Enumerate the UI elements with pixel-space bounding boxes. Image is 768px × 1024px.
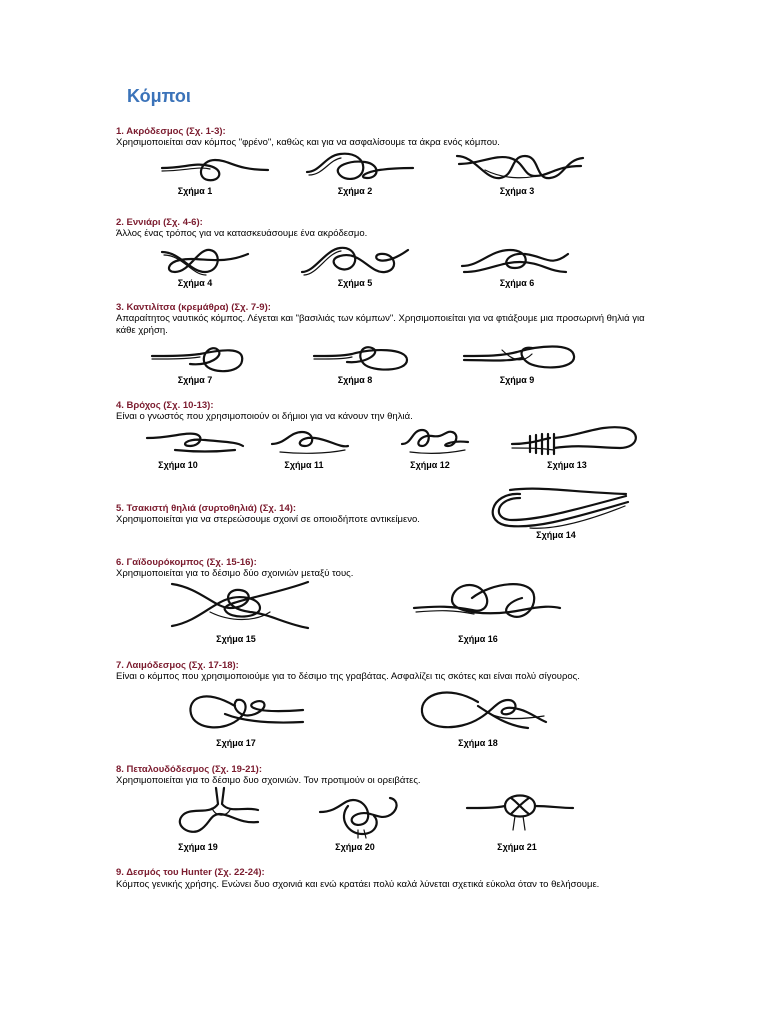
figure-label: Σχήμα 13 (547, 460, 587, 470)
section-7-heading: 7. Λαιμόδεσμος (Σχ. 17-18): (116, 660, 239, 671)
section-3-description: Απαραίτητος ναυτικός κόμπος. Λέγεται και "βασιλιάς των κόμπων". Χρησιμοποιείται για να φτιάξουμε μια προσωρινή θηλιά για κάθε χρήση. (116, 313, 645, 336)
section-5-heading: 5. Τσακιστή θηλιά (συρτοθηλιά) (Σχ. 14): (116, 503, 297, 514)
section-6-description: Χρησιμοποιείται για το δέσιμο δύο σχοινιών μεταξύ τους. (116, 568, 354, 579)
figure-label: Σχήμα 20 (335, 842, 375, 852)
reef-knot-icon (170, 578, 310, 632)
figure-label: Σχήμα 8 (337, 375, 373, 385)
figure-label: Σχήμα 14 (536, 530, 576, 540)
section-8-heading: 8. Πεταλουδόδεσμος (Σχ. 19-21): (116, 764, 263, 775)
section-8-description: Χρησιμοποιείται για το δέσιμο δυο σχοινιών. Τον προτιμούν οι ορειβάτες. (116, 775, 421, 786)
overhand-knot-icon (160, 152, 270, 186)
section-4-heading: 4. Βρόχος (Σχ. 10-13): (116, 400, 214, 411)
figure-label: Σχήμα 3 (499, 186, 535, 196)
noose-step2-icon (270, 424, 350, 460)
bowline-finished-icon (462, 334, 582, 374)
section-6-heading: 6. Γαϊδουρόκομπος (Σχ. 15-16): (116, 557, 257, 568)
figure-label: Σχήμα 12 (410, 460, 450, 470)
figure-label: Σχήμα 11 (284, 460, 324, 470)
figure-label: Σχήμα 18 (458, 738, 498, 748)
figure-label: Σχήμα 16 (458, 634, 498, 644)
section-2-heading: 2. Εννιάρι (Σχ. 4-6): (116, 217, 203, 228)
section-9-heading: 9. Δεσμός του Hunter (Σχ. 22-24): (116, 867, 265, 878)
butterfly-knot-step1-icon (170, 786, 260, 838)
sheet-bend-finished-icon (418, 682, 548, 736)
butterfly-knot-step2-icon (318, 790, 402, 840)
figure-eight-loose-icon (300, 242, 410, 280)
figure-label: Σχήμα 4 (177, 278, 213, 288)
figure-label: Σχήμα 10 (158, 460, 198, 470)
figure-label: Σχήμα 9 (499, 375, 535, 385)
section-7-description: Είναι ο κόμπος που χρησιμοποιούμε για το δέσιμο της γραβάτας. Ασφαλίζει τις σκότες και είναι πολύ σίγουρος. (116, 671, 580, 682)
noose-step3-icon (400, 422, 470, 460)
butterfly-knot-finished-icon (465, 786, 575, 838)
figure-label: Σχήμα 15 (216, 634, 256, 644)
double-overhand-knot-icon (455, 150, 585, 186)
figure-label: Σχήμα 5 (337, 278, 373, 288)
sheet-bend-icon (185, 684, 305, 738)
figure-label: Σχήμα 2 (337, 186, 373, 196)
figure-eight-start-icon (160, 242, 250, 280)
section-2-description: Άλλος ένας τρόπος για να κατασκευάσουμε ένα ακρόδεσμο. (116, 228, 368, 239)
stopper-knot-icon (305, 150, 415, 186)
section-4-description: Είναι ο γνωστός που χρησιμοποιούν οι δήμιοι για να κάνουν την θηλιά. (116, 411, 413, 422)
figure-label: Σχήμα 7 (177, 375, 213, 385)
section-9-description: Κόμπος γενικής χρήσης. Ενώνει δυο σχοινιά και ενώ κρατάει πολύ καλά λύνεται σχετικά εύκολα όταν το θελήσουμε. (116, 879, 600, 890)
section-3-heading: 3. Καντιλίτσα (κρεμάθρα) (Σχ. 7-9): (116, 302, 271, 313)
figure-label: Σχήμα 21 (497, 842, 537, 852)
noose-step1-icon (145, 424, 245, 460)
bowline-start-icon (150, 336, 250, 376)
reef-knot-loose-icon (412, 576, 562, 630)
section-1-heading: 1. Ακρόδεσμος (Σχ. 1-3): (116, 126, 226, 137)
bowline-middle-icon (312, 338, 412, 374)
section-5-description: Χρησιμοποιείται για να στερεώσουμε σχοινί σε οποιοδήποτε αντικείμενο. (116, 514, 420, 525)
section-1-description: Χρησιμοποιείται σαν κόμπος "φρένο", καθώς και για να ασφαλίσουμε τα άκρα ενός κόμπου. (116, 137, 500, 148)
figure-label: Σχήμα 19 (178, 842, 218, 852)
figure-label: Σχήμα 6 (499, 278, 535, 288)
figure-eight-tight-icon (460, 242, 570, 278)
figure-label: Σχήμα 17 (216, 738, 256, 748)
page-title: Κόμποι (127, 86, 191, 106)
figure-label: Σχήμα 1 (177, 186, 213, 196)
noose-finished-icon (510, 420, 640, 460)
slip-loop-icon (480, 484, 630, 534)
